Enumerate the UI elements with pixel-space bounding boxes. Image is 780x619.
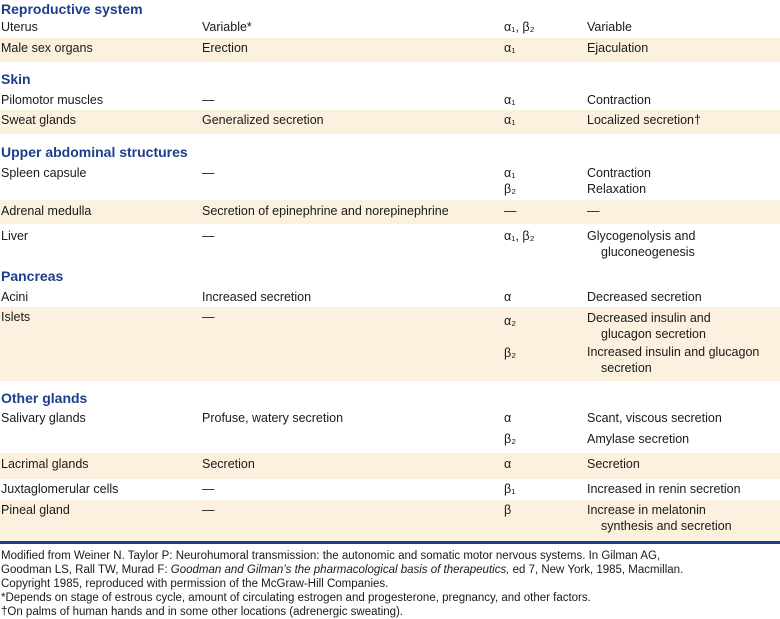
receptor-cell: α₁ [504,113,516,127]
cholinergic-cell: Secretion of epinephrine and norepinephrine [202,204,449,218]
adrenergic-line: Decreased insulin and [587,311,711,325]
organ-cell: Spleen capsule [1,166,87,180]
book-title: Goodman and Gilman’s the pharmacological basis of therapeutics, [170,564,510,576]
table-row [0,38,780,62]
organ-cell: Adrenal medulla [1,204,92,218]
section-header [0,267,780,287]
organ-cell: Uterus [1,20,38,34]
table-row [0,453,780,479]
adrenergic-cell [587,310,711,342]
table-row [0,500,780,541]
receptor-cell: β₂ [504,432,517,446]
receptor-cell: α [504,290,512,304]
table-row [0,288,780,308]
receptor-line: β₂ [504,182,517,196]
receptor-cell: α₁ [504,93,516,107]
section-header [0,70,780,90]
adrenergic-cell: Scant, viscous secretion [587,411,722,425]
adrenergic-cell: Decreased secretion [587,290,702,304]
table-row [0,91,780,111]
cholinergic-cell: — [202,229,215,243]
adrenergic-line: Increase in melatonin [587,503,706,517]
section-header [0,143,780,163]
cholinergic-cell: Variable* [202,20,252,34]
organ-cell: Sweat glands [1,113,77,127]
section-title: Skin [1,71,31,87]
adrenergic-cell: Localized secretion† [587,113,701,127]
cholinergic-cell: Erection [202,41,248,55]
section-title: Other glands [1,390,88,406]
adrenergic-cell: Contraction [587,93,651,107]
adrenergic-cell [587,344,759,376]
adrenergic-line: Relaxation [587,182,647,196]
cholinergic-cell: Profuse, watery secretion [202,411,344,425]
table-row [0,307,780,381]
table-row [0,110,780,134]
section-header [0,0,780,20]
section-title: Pancreas [1,268,64,284]
cholinergic-cell: Secretion [202,457,255,471]
footnote-text: Goodman LS, Rall TW, Murad F: [1,564,171,576]
organ-cell: Salivary glands [1,411,86,425]
organ-cell: Pilomotor muscles [1,93,104,107]
cholinergic-cell: — [202,166,215,180]
adrenergic-cell: — [587,204,600,218]
cholinergic-cell: Increased secretion [202,290,312,304]
cholinergic-cell: — [202,93,215,107]
receptor-cell: α₁, β₂ [504,229,535,243]
cholinergic-cell: — [202,482,215,496]
adrenergic-cell [587,165,651,197]
adrenergic-cell: Ejaculation [587,41,649,55]
footnote-source-line: Modified from Weiner N. Taylor P: Neurohumoral transmission: the autonomic and somatic motor nervous systems. In Gilman AG, [1,550,661,562]
organ-cell: Islets [1,310,31,324]
section-title: Upper abdominal structures [1,144,188,160]
table-row [0,18,780,38]
receptor-cell: α₂ [504,314,517,328]
adrenergic-line: secretion [601,361,652,375]
organ-cell: Liver [1,229,29,243]
receptor-line: α₁ [504,166,516,180]
table-row [0,200,780,224]
table-row [0,224,780,264]
adrenergic-cell [587,502,732,534]
receptor-cell [504,165,516,197]
receptor-cell: α₁, β₂ [504,20,535,34]
adrenergic-line: gluconeogenesis [601,245,695,259]
adrenergic-cell: Amylase secretion [587,432,690,446]
footnote-asterisk: *Depends on stage of estrous cycle, amount of circulating estrogen and progesterone, pregnancy, and other factors. [1,592,591,604]
receptor-cell: β₁ [504,482,516,496]
organ-cell: Acini [1,290,29,304]
organ-cell: Lacrimal glands [1,457,89,471]
adrenergic-line: synthesis and secretion [601,519,732,533]
table-row [0,164,780,200]
footnote-text: ed 7, New York, 1985, Macmillan. [509,564,684,576]
cholinergic-cell: Generalized secretion [202,113,324,127]
adrenergic-cell: Increased in renin secretion [587,482,741,496]
adrenergic-line: Glycogenolysis and [587,229,696,243]
organ-cell: Male sex organs [1,41,93,55]
organ-cell: Juxtaglomerular cells [1,482,119,496]
section-title: Reproductive system [1,1,143,17]
adrenergic-cell: Secretion [587,457,640,471]
cholinergic-cell: — [202,310,215,324]
adrenergic-cell [587,228,695,260]
section-header [0,389,780,409]
cholinergic-cell: — [202,503,215,517]
footnote-copyright: Copyright 1985, reproduced with permission of the McGraw-Hill Companies. [1,578,389,590]
table-row [0,479,780,500]
receptor-cell: α [504,411,512,425]
receptor-cell: β [504,503,512,517]
adrenergic-line: glucagon secretion [601,327,706,341]
organ-cell: Pineal gland [1,503,70,517]
adrenergic-cell: Variable [587,20,632,34]
footnote-source-line [1,563,779,577]
receptor-cell: α [504,457,512,471]
adrenergic-line: Increased insulin and glucagon [587,345,760,359]
table-bottom-rule [0,541,780,544]
adrenergic-line: Contraction [587,166,651,180]
receptor-cell: β₂ [504,346,517,360]
receptor-cell: α₁ [504,41,516,55]
footnote-dagger: †On palms of human hands and in some other locations (adrenergic sweating). [1,606,404,618]
receptor-cell: — [504,204,517,218]
table-row [0,409,780,453]
